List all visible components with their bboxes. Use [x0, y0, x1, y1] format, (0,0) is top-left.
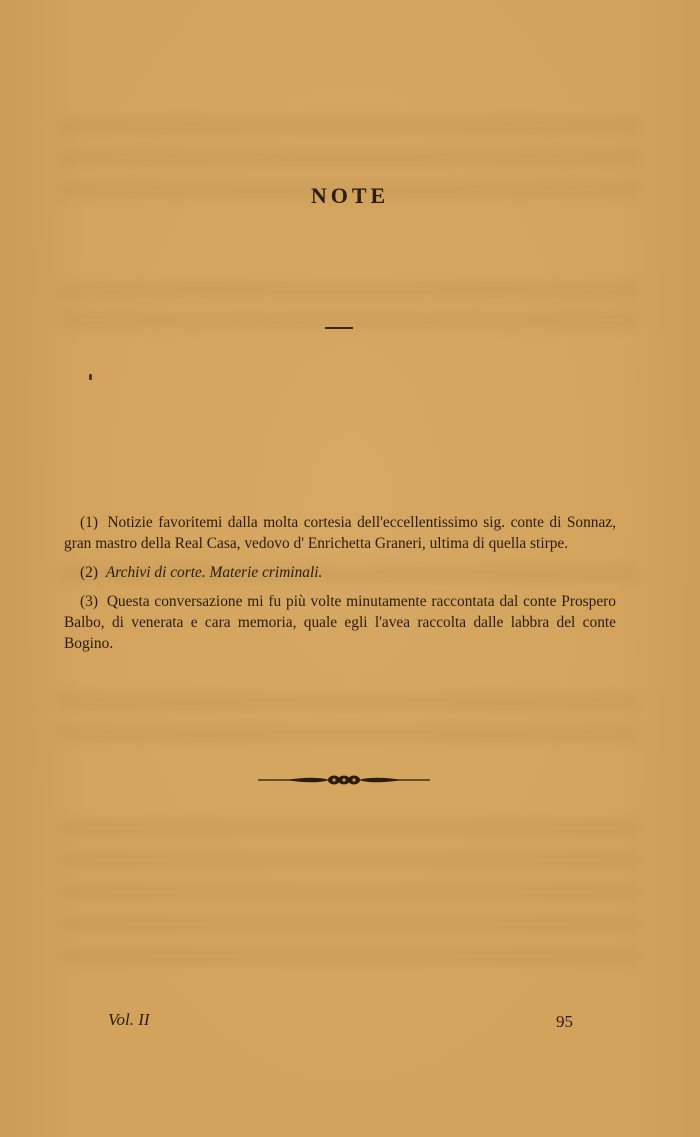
- note-1: [64, 512, 616, 554]
- show-through-line: [58, 694, 638, 710]
- note-2: [64, 562, 616, 583]
- show-through-line: [58, 820, 638, 836]
- note-number: (1): [80, 514, 98, 531]
- show-through-line: [58, 726, 638, 742]
- show-through-line: [58, 118, 638, 134]
- page-title: NOTE: [310, 182, 390, 208]
- note-number: (2): [80, 564, 98, 581]
- volume-label: Vol. II: [108, 1010, 150, 1029]
- title-rule: [325, 327, 353, 329]
- ornamental-divider-icon: [256, 773, 432, 787]
- show-through-line: [58, 884, 638, 900]
- notes-section: [64, 512, 616, 662]
- show-through-line: [58, 282, 638, 298]
- show-through-line: [58, 916, 638, 932]
- show-through-line: [58, 852, 638, 868]
- note-text: Archivi di corte. Materie criminali.: [105, 564, 323, 581]
- show-through-line: [58, 312, 638, 328]
- note-text: Questa conversazione mi fu più volte minutamente raccontata dal conte Prospero Balbo, di venerata e cara memoria, quale egli l'avea raccolta dalle labbra del conte Bogino.: [64, 593, 616, 652]
- ink-speck: [89, 374, 92, 380]
- show-through-line: [58, 948, 638, 964]
- page-number: 95: [556, 1012, 573, 1031]
- note-3: [64, 591, 616, 654]
- show-through-line: [58, 150, 638, 166]
- note-text: Notizie favoritemi dalla molta cortesia dell'eccellentissimo sig. conte di Sonnaz, gran mastro della Real Casa, vedovo d' Enrichetta Graneri, ultima di quella stirpe.: [64, 514, 616, 552]
- note-number: (3): [80, 593, 98, 610]
